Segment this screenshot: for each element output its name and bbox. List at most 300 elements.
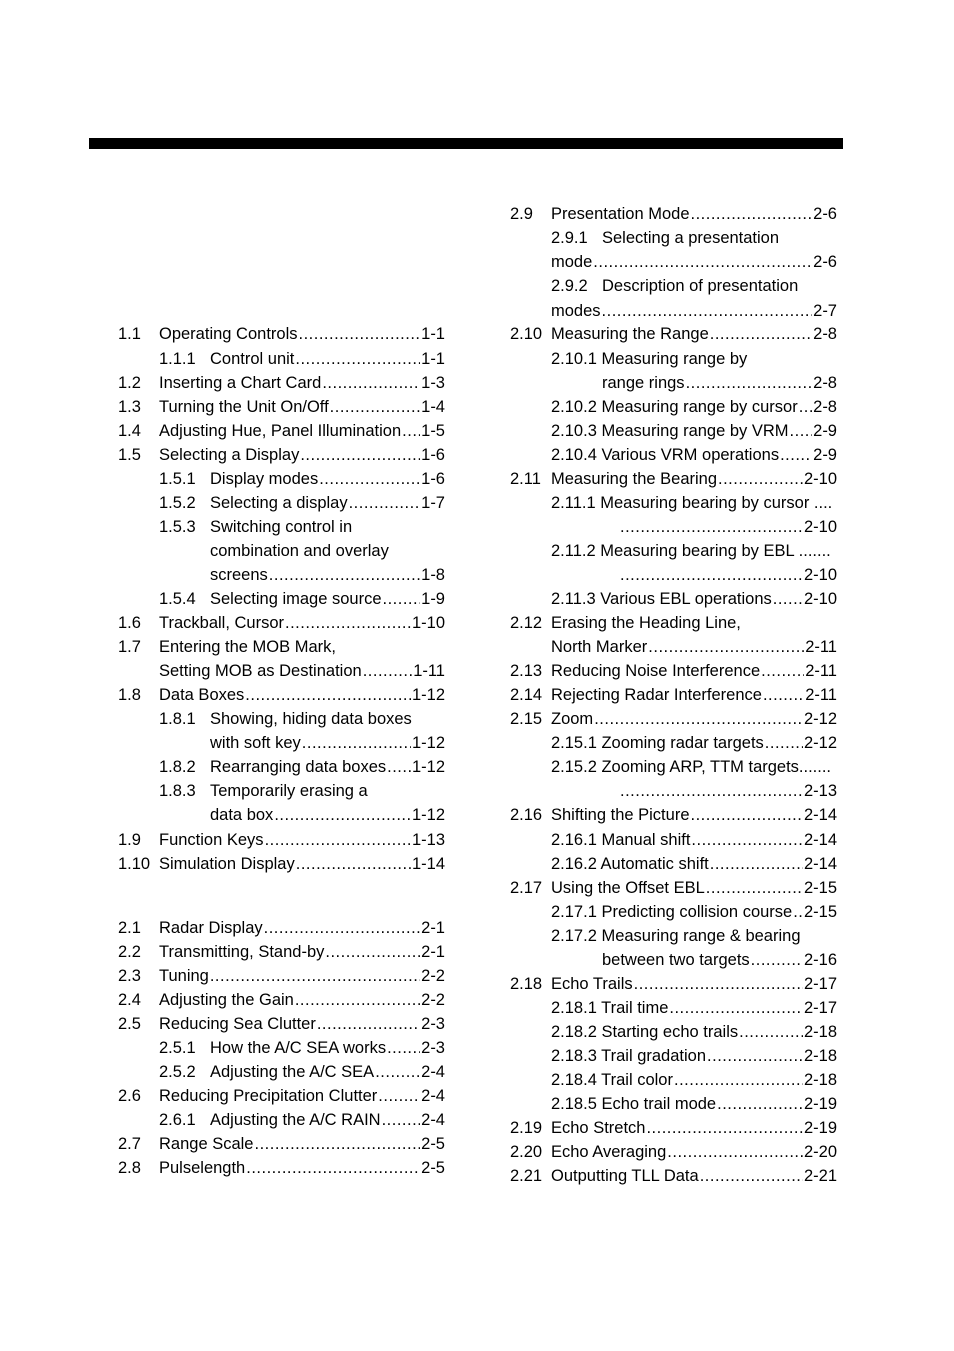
toc-entry-title: 2.17.1 Predicting collision course xyxy=(551,903,793,921)
toc-leader-dots xyxy=(620,779,803,803)
toc-entry-number: 2.16 xyxy=(510,806,543,824)
toc-page-number: 1-8 xyxy=(421,566,445,584)
toc-entry-number: 1.8.2 xyxy=(159,758,196,776)
toc-entry[interactable] xyxy=(118,1108,445,1132)
toc-entry[interactable] xyxy=(510,1092,837,1116)
toc-entry-title: 2.10.3 Measuring range by VRM xyxy=(551,422,789,440)
toc-entry-title: Adjusting the A/C SEA xyxy=(210,1063,375,1081)
toc-entry[interactable] xyxy=(118,755,445,779)
toc-page-number: 2-17 xyxy=(803,999,837,1017)
toc-leader-dots xyxy=(620,563,803,587)
toc-entry-title: 2.18.4 Trail color xyxy=(551,1071,673,1089)
toc-leader-dots xyxy=(593,250,812,274)
header-rule xyxy=(89,138,843,149)
toc-entry-number: 2.21 xyxy=(510,1167,543,1185)
toc-leader-dots xyxy=(402,419,420,443)
toc-leader-dots xyxy=(751,948,803,972)
toc-page-number: 2-10 xyxy=(803,566,837,584)
toc-leader-dots xyxy=(765,731,803,755)
toc-entry-title: Temporarily erasing a xyxy=(210,782,368,800)
toc-entry-title: Presentation Mode xyxy=(551,205,690,223)
toc-leader-dots xyxy=(667,1140,803,1164)
toc-entry-number: 2.5.2 xyxy=(159,1063,196,1081)
toc-entry[interactable] xyxy=(118,803,445,827)
toc-entry-number: 2.1 xyxy=(118,919,141,937)
toc-entry-title: Switching control in xyxy=(210,518,353,536)
toc-leader-dots xyxy=(387,1036,420,1060)
toc-leader-dots xyxy=(799,395,812,419)
toc-entry-title: combination and overlay xyxy=(210,542,389,560)
toc-entry-title: Echo Stretch xyxy=(551,1119,646,1137)
toc-leader-dots xyxy=(739,1020,803,1044)
toc-entry-number: 2.9 xyxy=(510,205,533,223)
toc-entry[interactable] xyxy=(118,731,445,755)
toc-entry[interactable] xyxy=(510,443,837,467)
toc-entry-title: Tuning xyxy=(159,967,209,985)
toc-entry-number: 2.12 xyxy=(510,614,543,632)
toc-leader-dots xyxy=(710,852,803,876)
toc-entry-title: with soft key xyxy=(210,734,301,752)
toc-entry[interactable] xyxy=(118,371,445,395)
toc-entry[interactable] xyxy=(510,876,837,900)
toc-entry-number: 2.8 xyxy=(118,1159,141,1177)
toc-entry[interactable] xyxy=(510,587,837,611)
toc-entry[interactable] xyxy=(118,419,445,443)
toc-entry[interactable] xyxy=(510,1044,837,1068)
toc-entry[interactable] xyxy=(118,852,445,876)
toc-page-number: 1-9 xyxy=(421,590,445,608)
toc-entry-number: 2.7 xyxy=(118,1135,141,1153)
toc-page-number: 1-14 xyxy=(411,855,445,873)
toc-entry[interactable] xyxy=(118,635,445,659)
toc-leader-dots xyxy=(210,964,420,988)
toc-leader-dots xyxy=(387,755,411,779)
toc-entry-title: 2.10.2 Measuring range by cursor xyxy=(551,398,798,416)
toc-entry[interactable] xyxy=(118,707,445,731)
toc-page-number: 2-14 xyxy=(803,831,837,849)
toc-page-number: 1-10 xyxy=(411,614,445,632)
toc-page-number: 2-11 xyxy=(805,686,837,704)
toc-page-number: 2-9 xyxy=(813,422,837,440)
toc-entry-title: Range Scale xyxy=(159,1135,254,1153)
toc-page-number: 1-6 xyxy=(421,470,445,488)
toc-entry-number: 1.7 xyxy=(118,638,141,656)
toc-page-number: 2-4 xyxy=(421,1063,445,1081)
toc-entry-number: 1.8 xyxy=(118,686,141,704)
toc-page-number: 2-5 xyxy=(421,1135,445,1153)
toc-leader-dots xyxy=(700,1164,803,1188)
toc-leader-dots xyxy=(793,900,803,924)
toc-entry[interactable] xyxy=(118,779,445,803)
toc-entry-title: 2.18.3 Trail gradation xyxy=(551,1047,707,1065)
toc-leader-dots xyxy=(378,1084,420,1108)
toc-entry-title: 2.17.2 Measuring range & bearing xyxy=(551,927,801,945)
toc-entry[interactable] xyxy=(118,828,445,852)
toc-entry-title: Selecting a presentation xyxy=(602,229,780,247)
toc-entry-number: 2.5.1 xyxy=(159,1039,196,1057)
toc-page-number: 2-8 xyxy=(813,398,837,416)
toc-entry-title: Adjusting the A/C RAIN xyxy=(210,1111,381,1129)
toc-page-number: 2-12 xyxy=(803,734,837,752)
toc-page-number: 2-6 xyxy=(813,205,837,223)
toc-entry[interactable] xyxy=(510,347,837,371)
toc-entry-number: 1.8.1 xyxy=(159,710,196,728)
toc-leader-dots xyxy=(602,299,813,323)
toc-leader-dots xyxy=(265,828,411,852)
toc-page-number: 2-4 xyxy=(421,1111,445,1129)
toc-leader-dots xyxy=(706,876,803,900)
toc-entry-title: 2.11.1 Measuring bearing by cursor .... xyxy=(551,494,833,512)
toc-entry-title: 2.16.1 Manual shift xyxy=(551,831,691,849)
toc-entry-title: Erasing the Heading Line, xyxy=(551,614,741,632)
toc-entry-title: Reducing Precipitation Clutter xyxy=(159,1087,378,1105)
toc-entry[interactable] xyxy=(510,1164,837,1188)
toc-entry-number: 1.3 xyxy=(118,398,141,416)
toc-leader-dots xyxy=(691,202,813,226)
toc-entry-title: 2.10.4 Various VRM operations xyxy=(551,446,780,464)
toc-entry-title: Rejecting Radar Interference xyxy=(551,686,762,704)
toc-entry-title: 2.16.2 Automatic shift xyxy=(551,855,709,873)
toc-leader-dots xyxy=(246,1156,420,1180)
toc-entry[interactable] xyxy=(510,755,837,779)
toc-entry-number: 2.9.2 xyxy=(551,277,588,295)
toc-page-number: 2-17 xyxy=(803,975,837,993)
toc-entry-title: Measuring the Range xyxy=(551,325,709,343)
toc-entry[interactable] xyxy=(118,1036,445,1060)
toc-entry-title: Zoom xyxy=(551,710,594,728)
toc-entry[interactable] xyxy=(118,940,445,964)
toc-page-number: 2-18 xyxy=(803,1071,837,1089)
toc-entry-title: Display modes xyxy=(210,470,319,488)
toc-entry-number: 2.2 xyxy=(118,943,141,961)
toc-page-number: 2-19 xyxy=(803,1095,837,1113)
toc-entry-number: 2.17 xyxy=(510,879,543,897)
toc-entry[interactable] xyxy=(118,1060,445,1084)
toc-entry[interactable] xyxy=(118,443,445,467)
toc-entry-number: 1.8.3 xyxy=(159,782,196,800)
toc-leader-dots xyxy=(300,443,420,467)
toc-entry-number: 2.20 xyxy=(510,1143,543,1161)
toc-entry[interactable] xyxy=(118,659,445,683)
toc-leader-dots xyxy=(646,1116,803,1140)
toc-leader-dots xyxy=(634,972,803,996)
toc-entry[interactable] xyxy=(118,322,445,346)
toc-leader-dots xyxy=(674,1068,803,1092)
toc-leader-dots xyxy=(375,1060,420,1084)
toc-leader-dots xyxy=(686,371,813,395)
toc-page-number: 2-11 xyxy=(805,638,837,656)
toc-entry[interactable] xyxy=(510,250,837,274)
toc-leader-dots xyxy=(319,467,420,491)
toc-page-number: 1-4 xyxy=(421,398,445,416)
toc-entry[interactable] xyxy=(118,611,445,635)
toc-leader-dots xyxy=(295,988,420,1012)
toc-page-number: 2-10 xyxy=(803,590,837,608)
toc-leader-dots xyxy=(707,1044,803,1068)
toc-page-number: 1-1 xyxy=(421,325,445,343)
toc-entry[interactable] xyxy=(118,347,445,371)
toc-entry[interactable] xyxy=(118,1132,445,1156)
toc-entry[interactable] xyxy=(118,1156,445,1180)
toc-entry-title: 2.15.1 Zooming radar targets xyxy=(551,734,764,752)
toc-page-number: 2-12 xyxy=(803,710,837,728)
toc-entry-title: 2.11.3 Various EBL operations xyxy=(551,590,772,608)
toc-entry-title: between two targets xyxy=(602,951,750,969)
toc-entry-title: Showing, hiding data boxes xyxy=(210,710,412,728)
toc-entry-number: 1.5.4 xyxy=(159,590,196,608)
toc-entry-title: Data Boxes xyxy=(159,686,245,704)
toc-page-number: 2-5 xyxy=(421,1159,445,1177)
toc-entry-number: 1.5.1 xyxy=(159,470,196,488)
toc-entry-number: 2.10 xyxy=(510,325,543,343)
toc-entry-title: Function Keys xyxy=(159,831,264,849)
toc-entry[interactable] xyxy=(510,803,837,827)
toc-leader-dots xyxy=(382,1108,421,1132)
toc-entry-title: Measuring the Bearing xyxy=(551,470,718,488)
toc-entry[interactable] xyxy=(118,563,445,587)
toc-entry-title: Rearranging data boxes xyxy=(210,758,387,776)
toc-entry[interactable] xyxy=(510,996,837,1020)
toc-leader-dots xyxy=(245,683,411,707)
toc-page-number: 1-1 xyxy=(421,350,445,368)
toc-page-number: 2-7 xyxy=(813,302,837,320)
toc-entry-title: Adjusting Hue, Panel Illumination xyxy=(159,422,402,440)
toc-page-number: 2-6 xyxy=(813,253,837,271)
toc-entry[interactable] xyxy=(510,635,837,659)
toc-page-number: 2-10 xyxy=(803,518,837,536)
toc-leader-dots xyxy=(296,852,411,876)
toc-leader-dots xyxy=(620,515,803,539)
toc-page-number: 1-5 xyxy=(421,422,445,440)
toc-entry-title: modes xyxy=(551,302,601,320)
toc-entry-title: Reducing Noise Interference xyxy=(551,662,761,680)
toc-entry[interactable] xyxy=(510,419,837,443)
toc-leader-dots xyxy=(773,587,803,611)
toc-entry[interactable] xyxy=(510,467,837,491)
toc-leader-dots xyxy=(264,916,421,940)
toc-entry-number: 2.3 xyxy=(118,967,141,985)
toc-leader-dots xyxy=(274,803,411,827)
toc-entry-title: 2.18.1 Trail time xyxy=(551,999,669,1017)
toc-leader-dots xyxy=(717,1092,803,1116)
toc-entry[interactable] xyxy=(510,683,837,707)
toc-entry-title: 2.18.2 Starting echo trails xyxy=(551,1023,739,1041)
toc-entry[interactable] xyxy=(510,611,837,635)
toc-page-number: 2-14 xyxy=(803,855,837,873)
toc-leader-dots xyxy=(349,491,421,515)
toc-page-number: 2-20 xyxy=(803,1143,837,1161)
toc-page-number: 2-19 xyxy=(803,1119,837,1137)
toc-entry-title: Description of presentation xyxy=(602,277,799,295)
toc-entry-title: Control unit xyxy=(210,350,295,368)
toc-leader-dots xyxy=(330,395,420,419)
toc-entry-number: 1.5.2 xyxy=(159,494,196,512)
toc-page-number: 2-3 xyxy=(421,1015,445,1033)
toc-page-number: 1-12 xyxy=(411,734,445,752)
toc-entry-title: 2.11.2 Measuring bearing by EBL ....... xyxy=(551,542,831,560)
toc-entry-title: Adjusting the Gain xyxy=(159,991,294,1009)
toc-entry[interactable] xyxy=(510,852,837,876)
toc-page-number: 1-12 xyxy=(411,686,445,704)
toc-entry-title: Pulselength xyxy=(159,1159,246,1177)
toc-entry-title: mode xyxy=(551,253,593,271)
toc-entry-title: 2.15.2 Zooming ARP, TTM targets....... xyxy=(551,758,832,776)
toc-leader-dots xyxy=(780,443,812,467)
toc-entry-title: 2.18.5 Echo trail mode xyxy=(551,1095,717,1113)
toc-page-number: 2-4 xyxy=(421,1087,445,1105)
toc-entry[interactable] xyxy=(510,1068,837,1092)
toc-entry[interactable] xyxy=(510,299,837,323)
toc-leader-dots xyxy=(790,419,813,443)
toc-leader-dots xyxy=(594,707,803,731)
toc-entry[interactable] xyxy=(510,948,837,972)
toc-leader-dots xyxy=(363,659,413,683)
toc-entry-number: 2.14 xyxy=(510,686,543,704)
toc-entry-number: 2.19 xyxy=(510,1119,543,1137)
toc-entry-number: 2.13 xyxy=(510,662,543,680)
toc-entry-title: Echo Trails xyxy=(551,975,633,993)
toc-page-number: 2-2 xyxy=(421,967,445,985)
toc-leader-dots xyxy=(299,322,421,346)
toc-entry-title: Inserting a Chart Card xyxy=(159,374,322,392)
toc-entry-title: Using the Offset EBL xyxy=(551,879,705,897)
toc-entry-title: Selecting a Display xyxy=(159,446,300,464)
toc-entry[interactable] xyxy=(510,491,837,515)
toc-entry-number: 1.5 xyxy=(118,446,141,464)
toc-entry-number: 2.5 xyxy=(118,1015,141,1033)
toc-entry[interactable] xyxy=(510,322,837,346)
toc-entry-title: Transmitting, Stand-by xyxy=(159,943,325,961)
toc-entry-number: 1.2 xyxy=(118,374,141,392)
toc-entry-title: Entering the MOB Mark, xyxy=(159,638,336,656)
toc-entry[interactable] xyxy=(510,1020,837,1044)
toc-entry[interactable] xyxy=(510,371,837,395)
toc-leader-dots xyxy=(269,563,420,587)
toc-entry[interactable] xyxy=(118,916,445,940)
toc-entry-title: Selecting a display xyxy=(210,494,348,512)
toc-page-number: 2-21 xyxy=(803,1167,837,1185)
toc-entry[interactable] xyxy=(510,1140,837,1164)
toc-entry[interactable] xyxy=(510,202,837,226)
toc-entry[interactable] xyxy=(118,491,445,515)
toc-leader-dots xyxy=(317,1012,420,1036)
toc-page-number: 2-1 xyxy=(421,943,445,961)
toc-leader-dots xyxy=(254,1132,420,1156)
toc-page-number: 1-13 xyxy=(411,831,445,849)
toc-leader-dots xyxy=(302,731,411,755)
toc-entry-title: How the A/C SEA works xyxy=(210,1039,387,1057)
toc-page-number: 2-11 xyxy=(805,662,837,680)
toc-entry[interactable] xyxy=(510,274,837,298)
toc-page-number: 1-12 xyxy=(411,806,445,824)
toc-entry-number: 1.1.1 xyxy=(159,350,196,368)
toc-entry-title: Selecting image source xyxy=(210,590,382,608)
toc-leader-dots xyxy=(718,467,803,491)
toc-entry[interactable] xyxy=(510,900,837,924)
toc-entry[interactable] xyxy=(118,988,445,1012)
toc-leader-dots xyxy=(383,587,421,611)
toc-entry[interactable] xyxy=(510,395,837,419)
toc-entry-title: Simulation Display xyxy=(159,855,295,873)
toc-page-number: 1-11 xyxy=(413,662,445,680)
toc-entry[interactable] xyxy=(510,515,837,539)
toc-entry-title: Reducing Sea Clutter xyxy=(159,1015,316,1033)
toc-entry-title: range rings xyxy=(602,374,685,392)
toc-leader-dots xyxy=(710,322,812,346)
toc-entry-title: data box xyxy=(210,806,274,824)
toc-entry[interactable] xyxy=(510,1116,837,1140)
toc-page-number: 1-12 xyxy=(411,758,445,776)
toc-entry-title: Echo Averaging xyxy=(551,1143,667,1161)
toc-entry-number: 1.6 xyxy=(118,614,141,632)
toc-page-number: 2-18 xyxy=(803,1023,837,1041)
toc-entry[interactable] xyxy=(118,1084,445,1108)
toc-page-number: 1-3 xyxy=(421,374,445,392)
toc-entry[interactable] xyxy=(118,395,445,419)
toc-leader-dots xyxy=(669,996,803,1020)
toc-page-number: 2-3 xyxy=(421,1039,445,1057)
toc-entry[interactable] xyxy=(510,731,837,755)
toc-entry[interactable] xyxy=(510,226,837,250)
toc-entry-number: 2.6.1 xyxy=(159,1111,196,1129)
toc-entry[interactable] xyxy=(118,964,445,988)
toc-entry-title: Turning the Unit On/Off xyxy=(159,398,329,416)
toc-entry-number: 1.9 xyxy=(118,831,141,849)
toc-entry-number: 1.10 xyxy=(118,855,151,873)
toc-entry-number: 1.5.3 xyxy=(159,518,196,536)
toc-entry[interactable] xyxy=(118,467,445,491)
toc-entry[interactable] xyxy=(118,1012,445,1036)
toc-entry-title: Shifting the Picture xyxy=(551,806,690,824)
toc-entry-number: 2.18 xyxy=(510,975,543,993)
toc-entry-title: North Marker xyxy=(551,638,648,656)
toc-entry[interactable] xyxy=(510,539,837,563)
toc-page-number: 2-15 xyxy=(803,903,837,921)
toc-entry[interactable] xyxy=(118,587,445,611)
toc-page-number: 2-13 xyxy=(803,782,837,800)
toc-entry[interactable] xyxy=(510,707,837,731)
toc-page-number: 2-16 xyxy=(803,951,837,969)
toc-entry[interactable] xyxy=(118,515,445,539)
toc-entry[interactable] xyxy=(510,659,837,683)
toc-entry-title: Trackball, Cursor xyxy=(159,614,284,632)
toc-entry-number: 2.15 xyxy=(510,710,543,728)
toc-page-number: 2-9 xyxy=(813,446,837,464)
toc-leader-dots xyxy=(763,683,804,707)
toc-entry[interactable] xyxy=(510,779,837,803)
toc-page-number: 2-8 xyxy=(813,325,837,343)
toc-entry-title: Setting MOB as Destination xyxy=(159,662,362,680)
toc-leader-dots xyxy=(322,371,420,395)
toc-entry-title: Outputting TLL Data xyxy=(551,1167,699,1185)
toc-entry-number: 1.1 xyxy=(118,325,141,343)
toc-entry-title: screens xyxy=(210,566,268,584)
toc-page-number: 2-14 xyxy=(803,806,837,824)
toc-leader-dots xyxy=(761,659,804,683)
toc-leader-dots xyxy=(691,803,803,827)
toc-leader-dots xyxy=(691,828,803,852)
toc-entry[interactable] xyxy=(510,563,837,587)
toc-entry[interactable] xyxy=(118,683,445,707)
toc-entry[interactable] xyxy=(510,828,837,852)
toc-entry-number: 2.11 xyxy=(510,470,541,488)
toc-page-number: 2-18 xyxy=(803,1047,837,1065)
toc-entry-number: 1.4 xyxy=(118,422,141,440)
toc-entry[interactable] xyxy=(510,924,837,948)
toc-entry[interactable] xyxy=(510,972,837,996)
toc-entry[interactable] xyxy=(118,539,445,563)
toc-entry-title: Operating Controls xyxy=(159,325,298,343)
